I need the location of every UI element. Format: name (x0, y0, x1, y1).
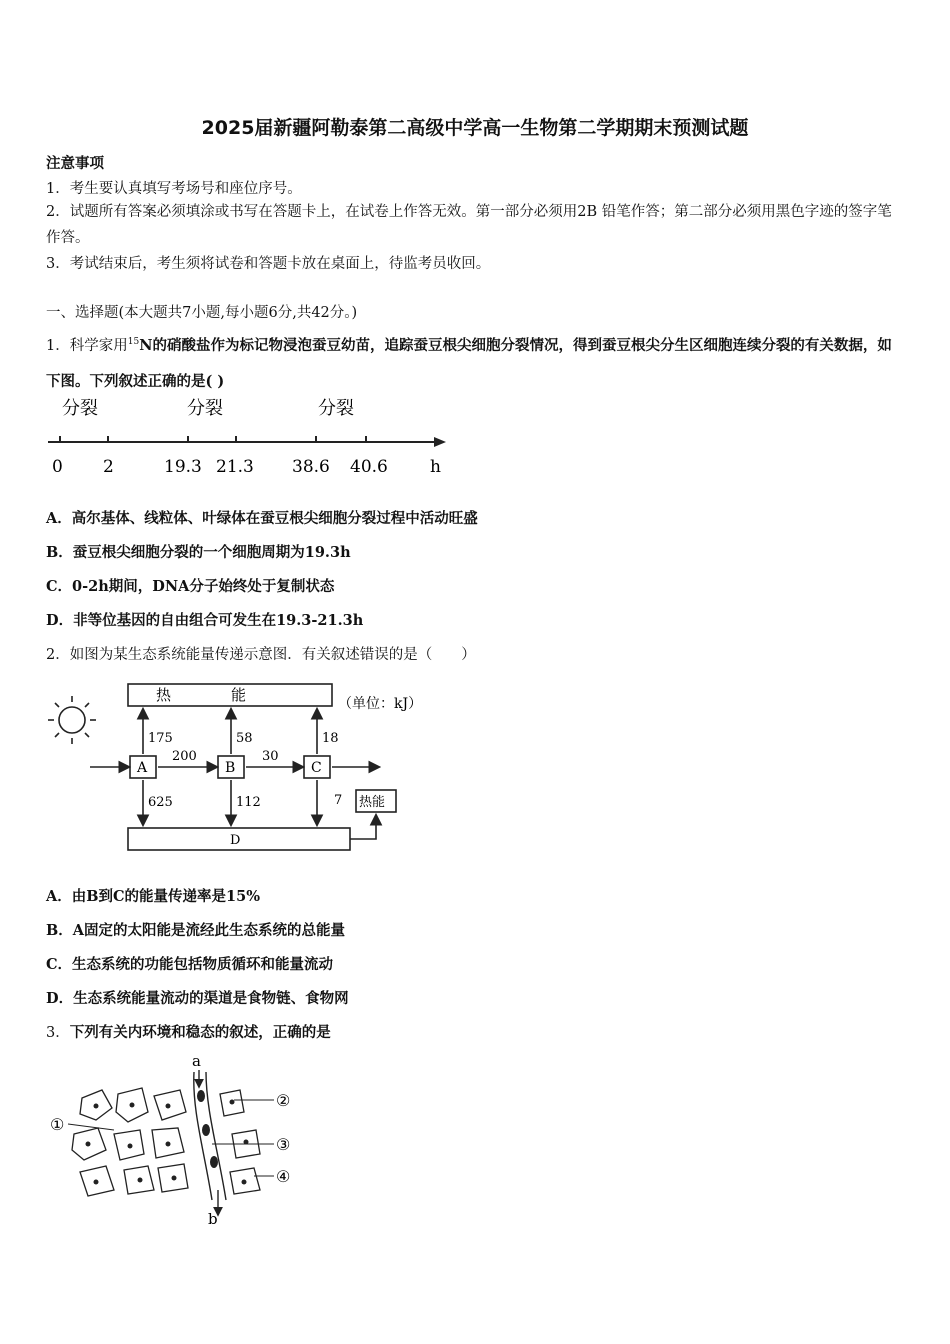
decomposer-label: D (230, 833, 241, 848)
decomposer-heat-arrow (350, 816, 376, 839)
heat-value-c: 18 (322, 731, 339, 746)
blood-cell (197, 1090, 205, 1102)
q3-tissue-figure (44, 1050, 314, 1228)
sun-icon (48, 696, 96, 744)
notes-item-3: 3．考试结束后，考生须将试卷和答题卡放在桌面上，待监考员收回。 (46, 256, 491, 272)
q2-stem (46, 643, 476, 664)
blood-cell (210, 1156, 218, 1168)
q2-energy-flow-figure (44, 676, 444, 862)
q1-tick-label: 40.6 (350, 457, 388, 477)
blood-cell (202, 1124, 210, 1136)
page-title: 2025届新疆阿勒泰第二高级中学高一生物第二学期期末预测试题 (201, 117, 749, 139)
q1-option-c[interactable]: C．0-2h期间，DNA分子始终处于复制状态 (46, 578, 335, 595)
decomposer-value-c: 7 (334, 793, 343, 808)
q1-option-b[interactable]: B．蚕豆根尖细胞分裂的一个细胞周期为19.3h (46, 544, 351, 561)
q2-option-a[interactable]: A．由B到C的能量传递率是15% (46, 888, 261, 905)
q1-unit-label: h (430, 457, 441, 477)
flow-a-b-value: 200 (172, 749, 197, 764)
q3-stem (46, 1021, 331, 1042)
q1-tick-label: 38.6 (292, 457, 330, 477)
label-3: ③ (276, 1135, 291, 1154)
label-b: b (208, 1210, 218, 1228)
q3-stem-text: 下列有关内环境和稳态的叙述，正确的是 (69, 1024, 331, 1041)
q2-number: 2． (46, 647, 70, 663)
q1-tick-label: 21.3 (216, 457, 254, 477)
q1-label-division-3: 分裂 (318, 398, 354, 419)
q1-number: 1． (46, 337, 70, 354)
q2-option-b[interactable]: B．A固定的太阳能是流经此生态系统的总能量 (46, 922, 346, 939)
node-a-label: A (137, 760, 148, 776)
q2-option-d[interactable]: D．生态系统能量流动的渠道是食物链、食物网 (46, 990, 349, 1007)
notes-heading: 注意事项 (46, 155, 104, 172)
label-a: a (192, 1052, 201, 1070)
q1-superscript: 15 (127, 337, 140, 347)
flow-b-c-value: 30 (262, 749, 279, 764)
q1-option-d[interactable]: D．非等位基因的自由组合可发生在19.3-21.3h (46, 612, 364, 629)
q3-number: 3． (46, 1025, 70, 1041)
label-1: ① (50, 1115, 65, 1134)
q1-stem-part-b: N的硝酸盐作为标记物浸泡蚕豆幼苗，追踪蚕豆根尖细胞分裂情况，得到蚕豆根尖分生区细胞连续分裂的有关数据，如下图。下列叙述正确的是( ) (46, 336, 892, 390)
q1-stem-part-a: 科学家用 (69, 337, 128, 354)
heat-value-a: 175 (148, 731, 173, 746)
notes-item-1: 1．考生要认真填写考场号和座位序号。 (46, 181, 302, 197)
label-2: ② (276, 1091, 291, 1110)
heat-box-label: 热能 (359, 795, 386, 810)
q1-label-division-2: 分裂 (187, 398, 223, 419)
heat-bar-label: 热 能 (156, 686, 247, 704)
q1-tick-label: 19.3 (164, 457, 202, 477)
q1-tick-label: 0 (52, 457, 63, 477)
q1-label-division-1: 分裂 (62, 398, 98, 419)
decomposer-value-b: 112 (236, 795, 261, 810)
node-b-label: B (225, 760, 236, 776)
q1-cell-cycle-figure (40, 390, 460, 490)
q1-tick-label: 2 (103, 457, 114, 477)
notes-item-2: 2．试题所有答案必须填涂或书写在答题卡上，在试卷上作答无效。第一部分必须用2B 铅笔作答；第二部分必须用黑色字迹的签字笔作答。 (46, 204, 892, 246)
q1-stem (46, 324, 906, 400)
q1-option-a[interactable]: A．高尔基体、线粒体、叶绿体在蚕豆根尖细胞分裂过程中活动旺盛 (46, 510, 478, 527)
decomposer-value-a: 625 (148, 795, 173, 810)
q2-option-c[interactable]: C．生态系统的功能包括物质循环和能量流动 (46, 956, 334, 973)
q2-stem-text: 如图为某生态系统能量传递示意图．有关叙述错误的是（ ） (69, 647, 476, 663)
node-c-label: C (311, 760, 322, 776)
section-heading: 一、选择题(本大题共7小题,每小题6分,共42分。) (46, 305, 358, 321)
heat-value-b: 58 (236, 731, 253, 746)
unit-label: （单位：kJ） (338, 696, 423, 712)
label-4: ④ (276, 1167, 291, 1186)
q1-axis-arrow (434, 437, 446, 447)
